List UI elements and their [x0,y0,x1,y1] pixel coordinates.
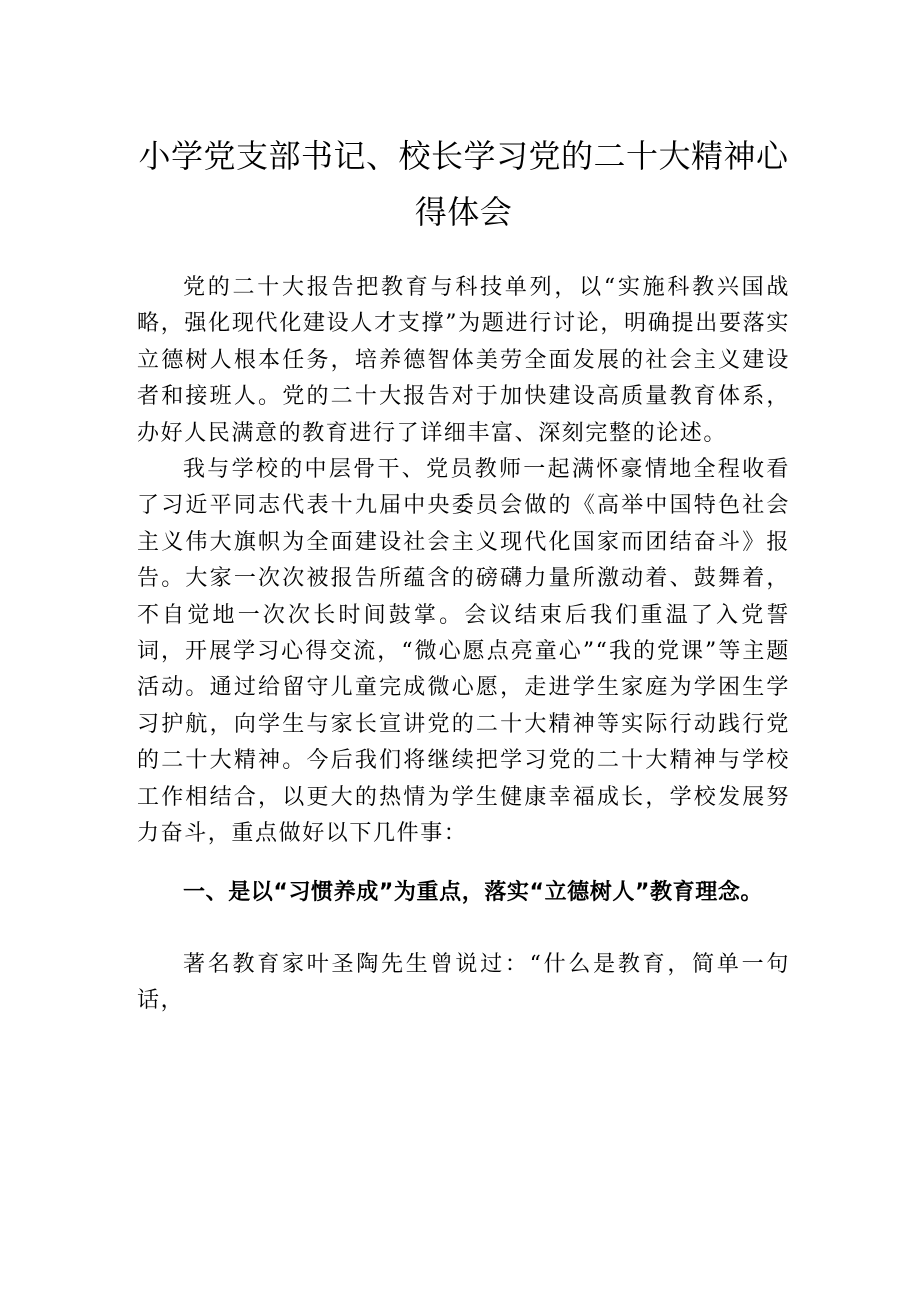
paragraph-1: 党的二十大报告把教育与科技单列，以“实施科教兴国战略，强化现代化建设人才支撑”为题进行讨论，明确提出要落实立德树人根本任务，培养德智体美劳全面发展的社会主义建设者和接班人。党的二十大报告对于加快建设高质量教育体系，办好人民满意的教育进行了详细丰富、深刻完整的论述。 [137,275,790,446]
section-heading-1: 一、是以“习惯养成”为重点，落实“立德树人”教育理念。 [183,879,764,905]
title-line-2: 得体会 [414,193,513,231]
document-body [137,270,790,1019]
title-line-1: 小学党支部书记、校长学习党的二十大精神心 [138,137,789,175]
paragraph-3: 著名教育家叶圣陶先生曾说过：“什么是教育，简单一句话， [137,951,790,1013]
paragraph-2: 我与学校的中层骨干、党员教师一起满怀豪情地全程收看了习近平同志代表十九届中央委员会做的《高举中国特色社会主义伟大旗帜为全面建设社会主义现代化国家而团结奋斗》报告。大家一次次被报告所蕴含的磅礴力量所激动着、鼓舞着，不自觉地一次次长时间鼓掌。会议结束后我们重温了入党誓词，开展学习心得交流，“微心愿点亮童心”“我的党课”等主题活动。通过给留守儿童完成微心愿，走进学生家庭为学困生学习护航，向学生与家长宣讲党的二十大精神等实际行动践行党的二十大精神。今后我们将继续把学习党的二十大精神与学校工作相结合，以更大的热情为学生健康幸福成长，学校发展努力奋斗，重点做好以下几件事： [137,457,790,847]
document-title [137,128,790,240]
